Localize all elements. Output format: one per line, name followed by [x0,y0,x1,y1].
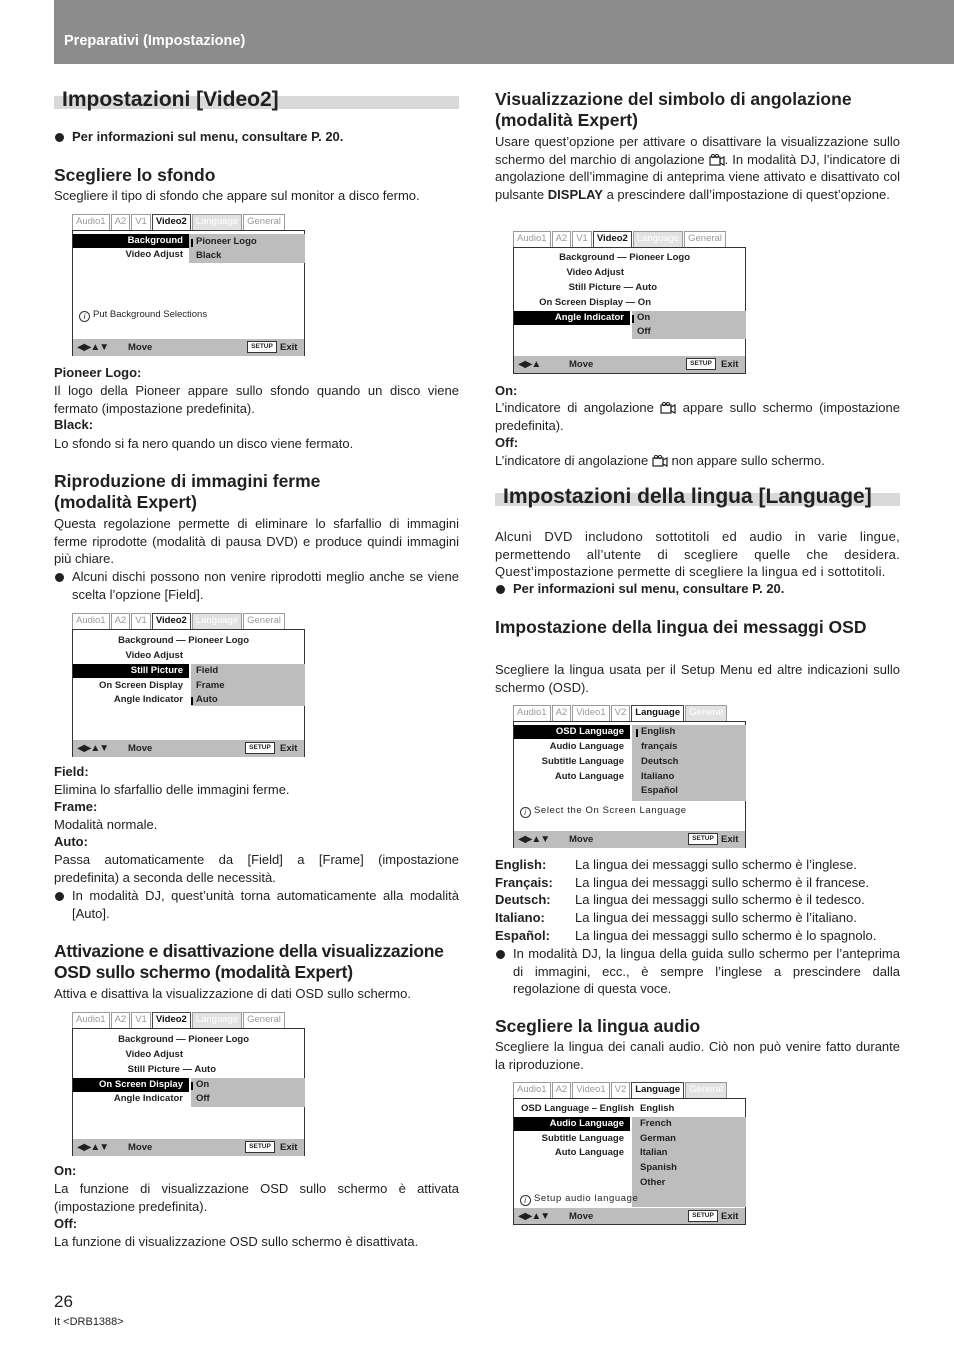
still-bullet-text: Alcuni dischi possono non venire riprodotti meglio anche se viene scelta l’opzione [Field]. [72,569,459,602]
tab-a2: A2 [111,613,131,629]
menu-item-video-adjust: Video Adjust [125,650,183,661]
move-label: Move [128,342,153,353]
tab-v2: V2 [611,1082,631,1098]
desc-osd-off: La funzione di visualizzazione OSD sullo schermo è disattivata. [54,1234,419,1249]
def-desc-francais: La lingua dei messaggi sullo schermo è il francese. [575,875,870,890]
osd-box [513,1098,746,1225]
menu-item-angle-indicator: Angle Indicator [113,1093,183,1104]
setup-key-icon: SETUP [688,833,718,845]
term-osd-on: On: [54,1163,77,1178]
desc-frame: Modalità normale. [54,817,158,832]
tab-general: General [243,1012,285,1028]
menu-item-audio-language: Audio Language [549,1118,624,1129]
tab-v1: V1 [131,613,151,629]
angle-heading: Visualizzazione del simbolo di angolazione (modalità Expert) [495,89,852,130]
angle-mark-icon [660,402,676,414]
osd-box [513,247,746,374]
tab-general: General [684,231,726,247]
osd-box [72,230,305,356]
osd-info-line [520,805,687,818]
language-menu-note [495,580,900,598]
option-auto: Auto [196,694,218,705]
menu-item-still-picture: Still Picture — Auto [568,282,657,293]
desc-angle-on-b: appare sullo schermo (impostazione predefinita). [495,400,900,433]
option-off: Off [196,1093,210,1104]
option-english: English [641,726,676,737]
language-title-text: Impostazioni della lingua [Language] [503,485,872,508]
osd-tabs [513,231,727,248]
tab-general: General [685,1082,727,1098]
def-term-deutsch: Deutsch: [495,892,551,907]
term-angle-off: Off: [495,435,519,450]
tab-video2: Video2 [593,231,632,247]
arrow-keys-icon: ◀▶▲▼ [518,1211,550,1222]
tab-language: Language [192,214,242,230]
angle-mark-icon [652,455,668,467]
def-desc-italiano: La lingua dei messaggi sullo schermo è l’italiano. [575,910,857,925]
osd-language-intro: Scegliere la lingua usata per il Setup Menu ed altre indicazioni sullo schermo (OSD). [495,662,900,695]
angle-intro [495,133,900,203]
menu-item-video-adjust: Video Adjust [125,1049,183,1060]
tab-v1: V1 [131,1012,151,1028]
move-label: Move [128,743,153,754]
background-heading: Scegliere lo sfondo [54,165,216,185]
tab-language: Language [633,231,683,247]
def-term-francais: Français: [495,875,553,890]
osd-footer [73,1139,304,1156]
option-deutsch: Deutsch [641,756,679,767]
menu-item-angle-indicator: Angle Indicator [113,694,183,705]
menu-item-auto-language: Auto Language [554,1147,624,1158]
menu-item-subtitle-language: Subtitle Language [541,1133,624,1144]
osd-info-text: Select the On Screen Language [534,805,687,816]
tab-video2: Video2 [152,613,191,629]
term-auto: Auto: [54,834,88,849]
desc-angle-on-a: L’indicatore di angolazione [495,400,654,415]
menu-item-subtitle-language: Subtitle Language [541,756,624,767]
tab-video2: Video2 [152,214,191,230]
tab-video2: Video2 [152,1012,191,1028]
def-desc-english: La lingua dei messaggi sullo schermo è l’inglese. [575,857,857,872]
option-black: Black [196,250,222,261]
osd-box [72,629,305,757]
osd-box [72,1028,305,1156]
still-heading: Riproduzione di immagini ferme (modalità Expert) [54,471,321,512]
menu-item-background: Background — Pioneer Logo [118,1034,249,1045]
language-dj-bullet-text: In modalità DJ, la lingua della guida sullo schermo per l’anteprima di immagini, ecc., è sempre l’inglese a prescindere dalla regolazione di questa voce. [513,946,900,997]
info-icon: i [520,1195,531,1206]
tab-v1: V1 [572,231,592,247]
setup-key-icon: SETUP [686,358,716,370]
desc-osd-on: La funzione di visualizzazione OSD sullo schermo è attivata (impostazione predefinita). [54,1181,459,1214]
tab-a2: A2 [111,1012,131,1028]
osd-info-text: Put Background Selections [93,309,208,320]
angle-intro-part-c: a prescindere dall’impostazione di quest’opzione. [606,186,890,202]
def-term-english: English: [495,857,547,872]
osd-footer [514,1208,745,1224]
option-spanish: Spanish [640,1162,677,1173]
arrow-keys-icon: ◀▶▲▼ [77,342,109,353]
desc-angle-off-b: non appare sullo schermo. [671,453,825,468]
tab-general: General [685,705,727,721]
audio-language-heading: Scegliere la lingua audio [495,1016,701,1036]
setup-key-icon: SETUP [245,1141,275,1153]
option-other: Other [640,1177,666,1188]
page-number: 26 [54,1292,73,1311]
menu-item-on-screen-display: On Screen Display [99,1079,183,1090]
option-italiano: Italiano [641,771,675,782]
section-header-label: Preparativi (Impostazione) [64,33,246,49]
desc-auto: Passa automaticamente da [Field] a [Frame] (impostazione predefinita) a seconda delle necessità. [54,852,459,885]
osd-tabs [72,613,286,630]
menu-item-background: Background [127,235,183,246]
exit-label: Exit [280,1142,298,1153]
desc-field: Elimina lo sfarfallio delle immagini ferme. [54,782,290,797]
def-desc-deutsch: La lingua dei messaggi sullo schermo è il tedesco. [575,892,865,907]
background-intro: Scegliere il tipo di sfondo che appare sul monitor a disco fermo. [54,188,420,203]
move-label: Move [128,1142,153,1153]
exit-label: Exit [721,1211,739,1222]
setup-key-icon: SETUP [245,742,275,754]
term-pioneer-logo: Pioneer Logo: [54,365,142,380]
tab-audio1: Audio1 [513,705,551,721]
video2-menu-note-text: Per informazioni sul menu, consultare P. 20. [72,129,344,144]
still-intro: Questa regolazione permette di eliminare lo sfarfallio di immagini ferme riprodotte (modalità di pausa DVD) e produce quindi immagini più chiare. [54,516,459,567]
arrow-keys-icon: ◀▶▲ [518,359,541,370]
osd-tabs [513,705,728,722]
term-osd-off: Off: [54,1216,78,1231]
language-dj-bullet [495,945,900,998]
arrow-keys-icon: ◀▶▲▼ [77,743,109,754]
osd-tabs [72,214,286,231]
tab-a2: A2 [552,705,572,721]
tab-video1: Video1 [572,705,609,721]
menu-item-on-screen-display: On Screen Display [99,680,183,691]
exit-label: Exit [280,342,298,353]
osd-box [513,721,746,848]
def-term-italiano: Italiano: [495,910,545,925]
tab-language: Language [631,1082,684,1098]
video2-title-text: Impostazioni [Video2] [62,88,279,111]
video2-menu-note [54,128,459,146]
tab-language: Language [631,705,684,721]
option-italian: Italian [640,1147,668,1158]
info-icon: i [79,311,90,322]
option-on: On [196,1079,210,1090]
tab-a2: A2 [111,214,131,230]
option-pioneer-logo: Pioneer Logo [196,236,257,247]
osd-info-text: Setup audio language [534,1193,639,1204]
menu-item-angle-indicator: Angle Indicator [554,312,624,323]
move-label: Move [569,834,594,845]
osd-language-heading: Impostazione della lingua dei messaggi OSD [495,617,867,637]
term-field: Field: [54,764,89,779]
menu-item-background: Background — Pioneer Logo [559,252,690,263]
still-dj-bullet [54,887,459,922]
option-on: On [637,312,651,323]
angle-intro-part-a: Usare quest’opzione per attivare o disattivare la visualizzazione sullo schermo del marchio di angolazione [495,134,900,167]
desc-pioneer-logo: Il logo della Pioneer appare sullo sfondo quando un disco viene fermato (impostazione predefinita). [54,383,459,416]
still-bullet [54,568,459,603]
osd-info-line [520,1193,638,1206]
menu-item-on-screen-display: On Screen Display — On [539,297,651,308]
exit-label: Exit [721,359,739,370]
tab-general: General [243,613,285,629]
osd-tabs [72,1012,286,1029]
menu-item-background: Background — Pioneer Logo [118,635,249,646]
term-frame: Frame: [54,799,98,814]
option-field: Field [196,665,219,676]
option-german: German [640,1133,676,1144]
arrow-keys-icon: ◀▶▲▼ [77,1142,109,1153]
term-black: Black: [54,417,94,432]
term-angle-on: On: [495,383,518,398]
tab-v2: V2 [611,705,631,721]
def-desc-espanol: La lingua dei messaggi sullo schermo è lo spagnolo. [575,928,877,943]
tab-language: Language [192,1012,242,1028]
language-menu-note-text: Per informazioni sul menu, consultare P. 20. [513,581,785,596]
menu-item-osd-language: OSD Language [555,726,624,737]
option-french: French [640,1118,672,1129]
option-frame: Frame [196,680,225,691]
def-term-espanol: Español: [495,928,550,943]
option-francais: français [641,741,678,752]
display-key-label: DISPLAY [547,186,603,202]
desc-angle-off-a: L’indicatore di angolazione [495,453,649,468]
osd-info-line [79,309,207,322]
tab-language: Language [192,613,242,629]
option-espanol: Español [641,785,678,796]
tab-audio1: Audio1 [72,613,110,629]
move-label: Move [569,1211,594,1222]
osd-footer [514,831,745,848]
document-reference: It <DRB1388> [54,1316,124,1328]
option-english: English [640,1103,675,1114]
angle-mark-icon [709,154,725,166]
tab-audio1: Audio1 [72,1012,110,1028]
move-label: Move [569,359,594,370]
osd-footer [514,356,745,373]
language-intro: Alcuni DVD includono sottotitoli ed audio in varie lingue, permettendo all’utente di scegliere quelle che desidera. Quest’impostazione permette di scegliere la lingua ed i sottotitoli. [495,529,900,580]
option-off: Off [637,326,651,337]
menu-item-video-adjust: Video Adjust [566,267,624,278]
audio-language-intro: Scegliere la lingua dei canali audio. Ciò non può venire fatto durante la riproduzione. [495,1039,900,1072]
still-dj-bullet-text: In modalità DJ, quest’unità torna automaticamente alla modalità [Auto]. [72,888,459,921]
desc-black: Lo sfondo si fa nero quando un disco viene fermato. [54,436,354,451]
setup-key-icon: SETUP [247,341,277,353]
exit-label: Exit [280,743,298,754]
osd-intro: Attiva e disattiva la visualizzazione di dati OSD sullo schermo. [54,986,411,1001]
tab-audio1: Audio1 [513,231,551,247]
osd-heading: Attivazione e disattivazione della visualizzazione OSD sullo schermo (modalità Expert) [54,941,444,982]
osd-tabs [513,1082,728,1099]
tab-video1: Video1 [572,1082,609,1098]
menu-item-audio-language: Audio Language [549,741,624,752]
arrow-keys-icon: ◀▶▲▼ [518,834,550,845]
info-icon: i [520,807,531,818]
menu-item-still-picture: Still Picture [130,665,183,676]
section-header-bar [54,0,954,64]
setup-key-icon: SETUP [688,1210,718,1222]
tab-a2: A2 [552,231,572,247]
menu-item-auto-language: Auto Language [554,771,624,782]
angle-intro-part-b: . In modalità DJ, l’indicatore di angolazione dell’immagine di anteprima viene attivato e disattivato col pulsante [495,151,900,202]
video2-section-title [54,88,459,111]
exit-label: Exit [721,834,739,845]
tab-v1: V1 [131,214,151,230]
desc-angle-on [495,399,900,434]
menu-item-osd-language: OSD Language – English [521,1103,634,1114]
desc-angle-off [495,452,900,470]
osd-footer [73,339,304,356]
osd-footer [73,740,304,757]
menu-item-still-picture: Still Picture — Auto [127,1064,216,1075]
tab-audio1: Audio1 [72,214,110,230]
language-section-title [495,485,900,508]
tab-audio1: Audio1 [513,1082,551,1098]
tab-general: General [243,214,285,230]
menu-item-video-adjust: Video Adjust [125,249,183,260]
tab-a2: A2 [552,1082,572,1098]
